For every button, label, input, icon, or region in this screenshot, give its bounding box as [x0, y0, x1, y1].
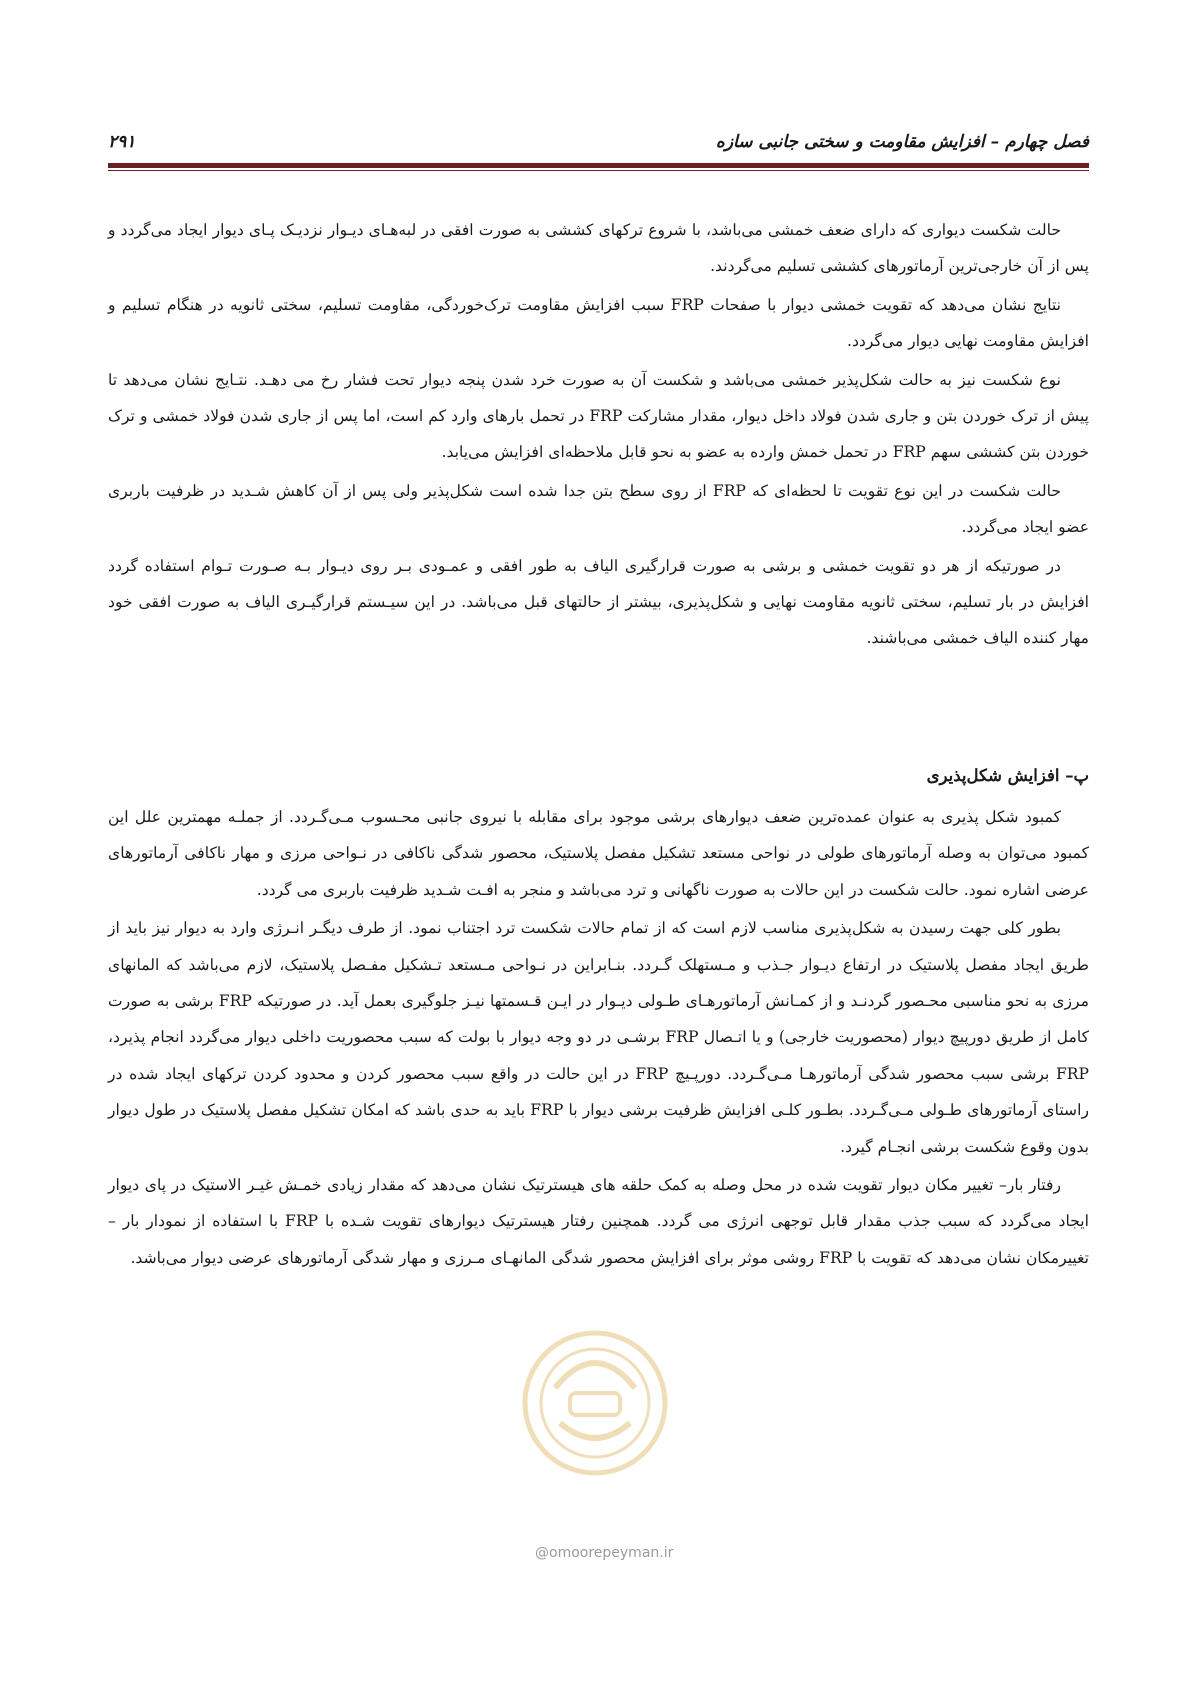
paragraph: رفتار بار– تغییر مکان دیوار تقویت شده در محل وصله به کمک حلقه های هیسترتیک نشان می‌دهد که مقدار زیادی خمـش غیـر الاستیک در پای دیوار ایجاد می‌گردد که سبب جذب مقدار قابل توجهی انرژی می گردد. همچنین رفتار هیسترتیک دیوارهای تقویت شـده با FRP با استفاده از نمودار بار – تغییرمکان نشان می‌دهد که تقویت با FRP روشی موثر برای افزایش محصور شدگی المانهـای مـرزی و مهار شدگی آرماتورهای عرضی دیوار می‌باشد.	[108, 1175, 1089, 1267]
paragraph: بطور کلی جهت رسیدن به شکل‌پذیری مناسب لازم است که از تمام حالات شکست ترد اجتناب نمود. از طرف دیگـر انـرژی وارد به دیوار نیز باید از طریق ایجاد مفصل پلاستیک در ارتفاع دیـوار جـذب و مـستهلک گـردد. بنـابراین در نـواحی مـستعد تـشکیل مفـصل پلاستیک، لازم می‌باشد که المانهای مرزی به نحو مناسبی محـصور گردنـد و از کمـانش آرماتورهـای طـولی دیـوار در ایـن قـسمتها نیـز جلوگیری بعمل آید. در صورتیکه FRP برشی به صورت کامل از طریق دورپیچ دیوار (محصوریت خارجی) و یا اتـصال FRP برشـی در دو وجه دیوار با بولت که سبب محصوریت داخلی دیوار می‌گردد انجام پذیرد، FRP برشی سبب محصور شدگی آرماتورهـا مـی‌گـردد. دورپـیچ FRP در این حالت در واقع سبب محصور کردن و محدود کردن ترکهای ایجاد شده در راستای آرماتورهای طـولی مـی‌گـردد. بطـور کلـی افزایش ظرفیت برشی دیوار با FRP باید به حدی باشد که امکان تشکیل مفصل پلاستیک در طول دیوار بدون وقوع شکست برشی انجـام گیرد.	[108, 919, 1089, 1156]
paragraph: در صورتیکه از هر دو تقویت خمشی و برشی به صورت قرارگیری الیاف به طور افقی و عمـودی بـر روی دیـوار بـه صـورت تـوام استفاده گردد افزایش در بار تسلیم، سختی ثانویه مقاومت نهایی و شکل‌پذیری، بیشتر از حالتهای قبل می‌باشد. در این سیـستم قرارگیـری الیاف به صورت افقی خود مهار کننده الیاف خمشی می‌باشند.	[108, 556, 1089, 648]
body-content	[108, 212, 1089, 1278]
paragraph: نوع شکست نیز به حالت شکل‌پذیر خمشی می‌باشد و شکست آن به صورت خرد شدن پنجه دیوار تحت فشار رخ می دهـد. نتـایج نشان می‌دهد تا پیش از ترک خوردن بتن و جاری شدن فولاد داخل دیوار، مقدار مشارکت FRP در تحمل بارهای وارد کم است، اما پس از جاری شدن فولاد خمشی و ترک خوردن بتن کششی سهم FRP در تحمل خمش وارده به عضو به نحو قابل ملاحظه‌ای افزایش می‌یابد.	[108, 370, 1089, 462]
section-heading: پ– افزایش شکل‌پذیری	[926, 765, 1089, 785]
chapter-title: فصل چهارم – افزایش مقاومت و سختی جانبی سازه	[715, 132, 1089, 152]
page-number: ۲۹۱	[108, 132, 136, 152]
header-rule-thin	[108, 170, 1089, 171]
watermark-text: @omoorepeyman.ir	[535, 1545, 674, 1561]
paragraph: حالت شکست دیواری که دارای ضعف خمشی می‌باشد، با شروع ترکهای کششی به صورت افقی در لبه‌هـای دیـوار نزدیـک پـای دیوار ایجاد می‌گردد و پس از آن خارجی‌ترین آرماتورهای کششی تسلیم می‌گردند.	[108, 221, 1089, 276]
header-rule-thick	[108, 163, 1089, 168]
paragraph: کمبود شکل پذیری به عنوان عمده‌ترین ضعف دیوارهای برشی موجود برای مقابله با نیروی جانبی محـسوب مـی‌گـردد. از جملـه مهمترین علل این کمبود می‌توان به وصله آرماتورهای طولی در نواحی مستعد تشکیل مفصل پلاستیک، محصور شدگی ناکافی در نـواحی مرزی و مهار ناکافی آرماتورهای عرضی اشاره نمود. حالت شکست در این حالات به صورت ناگهانی و ترد می‌باشد و منجر به افـت شـدید ظرفیت باربری می گردد.	[108, 807, 1089, 899]
paragraph: حالت شکست در این نوع تقویت تا لحظه‌ای که FRP از روی سطح بتن جدا شده است شکل‌پذیر ولی پس از آن کاهش شـدید در ظرفیت باربری عضو ایجاد می‌گردد.	[108, 481, 1089, 537]
page-header	[108, 118, 1089, 158]
section-gap	[108, 659, 1089, 759]
watermark-logo-icon	[500, 1318, 690, 1488]
paragraph: نتایج نشان می‌دهد که تقویت خمشی دیوار با صفحات FRP سبب افزایش مقاومت ترک‌خوردگی، مقاومت تسلیم، سختی ثانویه در هنگام تسلیم و افزایش مقاومت نهایی دیوار می‌گردد.	[108, 295, 1089, 351]
